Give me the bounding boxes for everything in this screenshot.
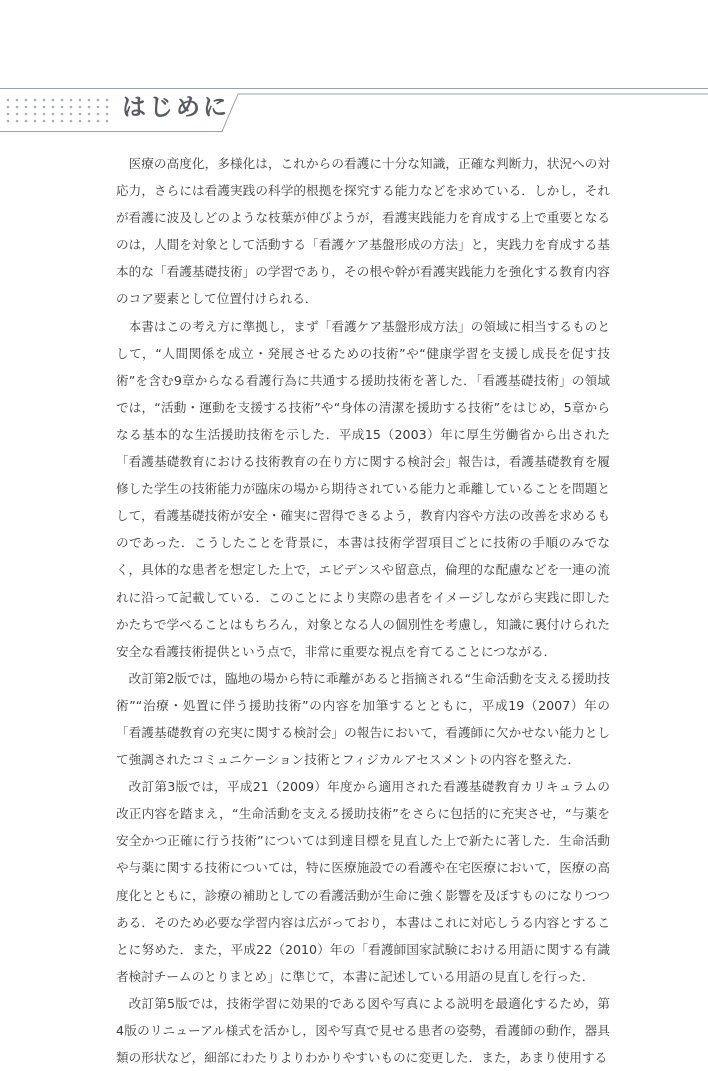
- section-header: [0, 88, 708, 134]
- body-text: [116, 150, 610, 1071]
- header-rule: [0, 88, 708, 134]
- paragraph: 本書はこの考え方に準拠し，まず「看護ケア基盤形成方法」の領域に相当するものとして，“人間関係を成立・発展させるための技術”や“健康学習を支援し成長を促す技術”を含む9章からなる看護行為に共通する援助技術を著した．「看護基礎技術」の領域では，“活動・運動を支援する技術”や“身体の清潔を援助する技術”をはじめ，5章からなる基本的な生活援助技術を示した．平成15（2003）年に厚生労働省から出された「看護基礎教育における技術教育の在り方に関する検討会」報告は，看護基礎教育を履修した学生の技術能力が臨床の場から期待されている能力と乖離していることを問題として，看護基礎技術が安全・確実に習得できるよう，教育内容や方法の改善を求めるものであった．こうしたことを背景に，本書は技術学習項目ごとに技術の手順のみでなく，具体的な患者を想定した上で，エビデンスや留意点，倫理的な配慮などを一連の流れに沿って記載している．このことにより実際の患者をイメージしながら実践に即したかたちで学べることはもちろん，対象となる人の個別性を考慮し，知識に裏付けられた安全な看護技術提供という点で，非常に重要な視点を育てることにつながる．: [116, 318, 610, 659]
- paragraph: 改訂第5版では，技術学習に効果的である図や写真による説明を最適化するため，第4版のリニューアル様式を活かし，図や写真で見せる患者の姿勢，看護師の動作，器具類の形状など，細部にわたりよりわかりやすいものに変更した．また，あまり使用する: [116, 995, 610, 1066]
- page-title: はじめに: [122, 93, 230, 121]
- paragraph: 改訂第2版では，臨地の場から特に乖離があると指摘される“生命活動を支える援助技術”“治療・処置に伴う援助技術”の内容を加筆するとともに，平成19（2007）年の「看護基礎教育の充実に関する検討会」の報告において，看護師に欠かせない能力として強調されたコミュニケーション技術とフィジカルアセスメントの内容を整えた．: [116, 670, 610, 768]
- paragraph: 改訂第3版では，平成21（2009）年度から適用された看護基礎教育カリキュラムの改正内容を踏まえ，“生命活動を支える援助技術”をさらに包括的に充実させ，“与薬を安全かつ正確に行う技術”については到達目標を見直した上で新たに著した．生命活動や与薬に関する技術については，特に医療施設での看護や在宅医療において，医療の高度化とともに，診療の補助としての看護活動が生命に強く影響を及ぼすものになりつつある．そのため必要な学習内容は広がっており，本書はこれに対応しうる内容とすることに努めた．また，平成22（2010）年の「看護師国家試験における用語に関する有識者検討チームのとりまとめ」に準じて，本書に記述している用語の見直しを行った．: [116, 779, 610, 984]
- paragraph: 医療の高度化，多様化は，これからの看護に十分な知識，正確な判断力，状況への対応力，さらには看護実践の科学的根拠を探究する能力などを求めている．しかし，それが看護に波及しどのような枝葉が伸びようが，看護実践能力を育成する上で重要となるのは，人間を対象として活動する「看護ケア基盤形成の方法」と，実践力を育成する基本的な「看護基礎技術」の学習であり，その根や幹が看護実践能力を強化する教育内容のコア要素として位置付けられる．: [116, 156, 610, 307]
